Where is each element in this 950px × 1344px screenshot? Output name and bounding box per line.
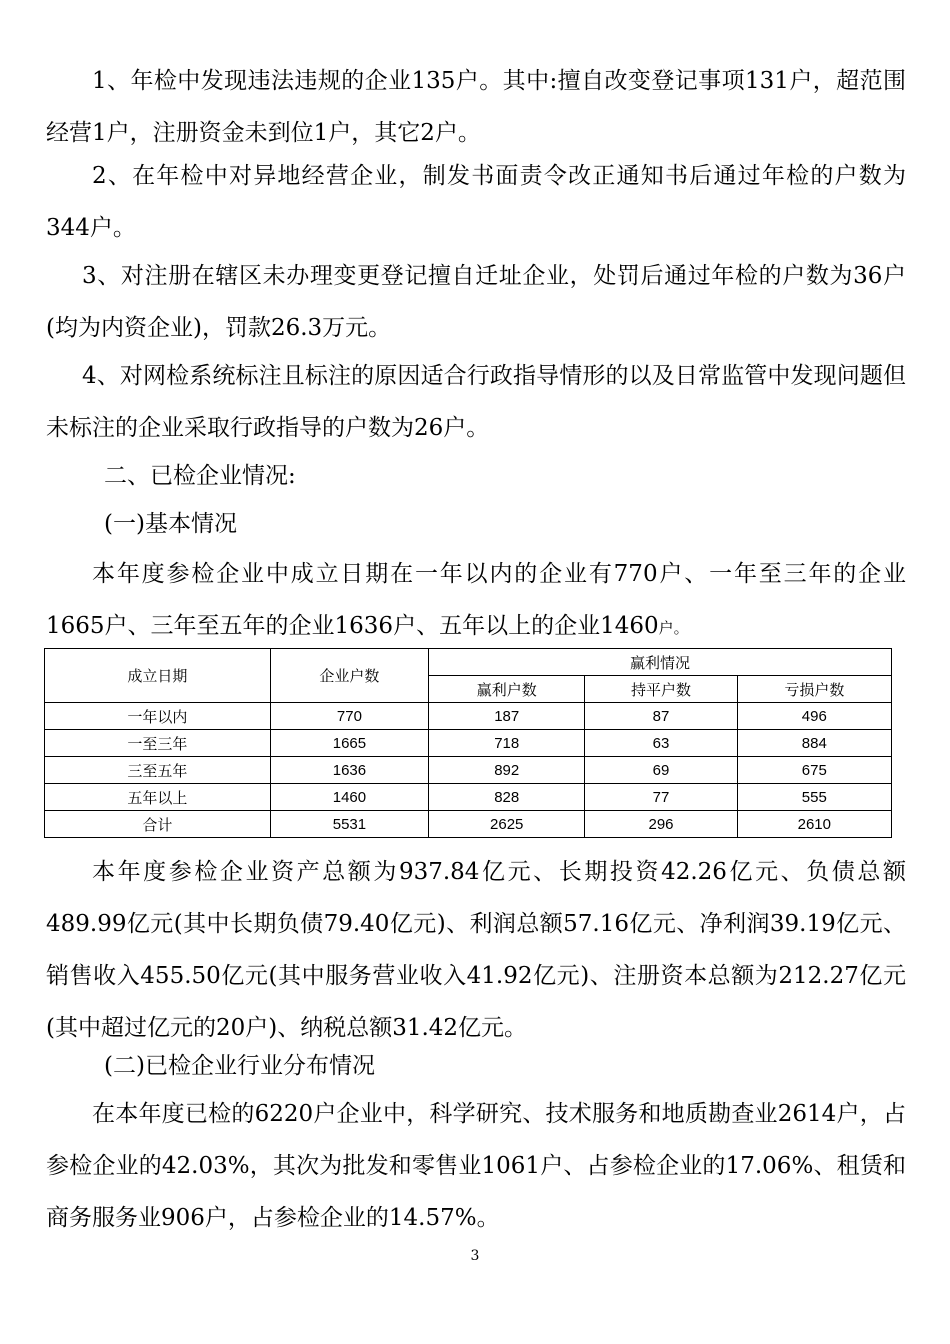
cell-loss: 496 xyxy=(737,703,891,730)
cell-even: 296 xyxy=(585,811,737,838)
cell-profit: 187 xyxy=(429,703,585,730)
cell-period: 合计 xyxy=(45,811,271,838)
cell-profit: 2625 xyxy=(429,811,585,838)
header-profit-group: 赢利情况 xyxy=(429,649,892,676)
subsection-heading-basic: (一)基本情况 xyxy=(104,511,237,537)
page-number: 3 xyxy=(470,1248,480,1264)
cell-count: 1636 xyxy=(270,757,428,784)
cell-count: 5531 xyxy=(270,811,428,838)
paragraph-establishment-main: 本年度参检企业中成立日期在一年以内的企业有770户、一年至三年的企业1665户、三年至五年的企业1636户、五年以上的企业1460 xyxy=(46,561,906,639)
header-profit-count: 赢利户数 xyxy=(429,676,585,703)
cell-period: 三至五年 xyxy=(45,757,271,784)
cell-even: 69 xyxy=(585,757,737,784)
cell-period: 一至三年 xyxy=(45,730,271,757)
cell-loss: 675 xyxy=(737,757,891,784)
cell-even: 77 xyxy=(585,784,737,811)
cell-profit: 828 xyxy=(429,784,585,811)
paragraph-remote-operations: 2、在年检中对异地经营企业，制发书面责令改正通知书后通过年检的户数为344户。 xyxy=(46,163,906,241)
table-total-row xyxy=(45,811,892,838)
paragraph-financials: 本年度参检企业资产总额为937.84亿元、长期投资42.26亿元、负债总额489.99亿元(其中长期负债79.40亿元)、利润总额57.16亿元、净利润39.19亿元、销售收入455.50亿元(其中服务营业收入41.92亿元)、注册资本总额为212.27亿元(其中超过亿元的20户)、纳税总额31.42亿元。 xyxy=(46,859,906,1041)
cell-profit: 892 xyxy=(429,757,585,784)
cell-even: 87 xyxy=(585,703,737,730)
paragraph-administrative-guidance: 4、对网检系统标注且标注的原因适合行政指导情形的以及日常监管中发现问题但未标注的企业采取行政指导的户数为26户。 xyxy=(46,363,906,441)
cell-period: 五年以上 xyxy=(45,784,271,811)
cell-loss: 884 xyxy=(737,730,891,757)
cell-count: 1460 xyxy=(270,784,428,811)
cell-loss: 555 xyxy=(737,784,891,811)
paragraph-establishment-dates xyxy=(46,548,906,654)
table-row xyxy=(45,757,892,784)
table-row xyxy=(45,784,892,811)
paragraph-relocation: 3、对注册在辖区未办理变更登记擅自迁址企业，处罚后通过年检的户数为36户(均为内资企业)，罚款26.3万元。 xyxy=(46,263,906,341)
cell-count: 1665 xyxy=(270,730,428,757)
header-even-count: 持平户数 xyxy=(585,676,737,703)
cell-count: 770 xyxy=(270,703,428,730)
table-header-row xyxy=(45,649,892,676)
header-enterprise-count: 企业户数 xyxy=(270,649,428,703)
paragraph-establishment-tail: 户。 xyxy=(658,619,689,637)
cell-loss: 2610 xyxy=(737,811,891,838)
cell-profit: 718 xyxy=(429,730,585,757)
cell-period: 一年以内 xyxy=(45,703,271,730)
section-heading-inspected: 二、已检企业情况: xyxy=(104,463,296,489)
header-establish-date: 成立日期 xyxy=(45,649,271,703)
paragraph-violations: 1、年检中发现违法违规的企业135户。其中:擅自改变登记事项131户，超范围经营1户，注册资金未到位1户，其它2户。 xyxy=(46,68,906,146)
table-row xyxy=(45,703,892,730)
table-row xyxy=(45,730,892,757)
profit-table xyxy=(44,648,892,838)
header-loss-count: 亏损户数 xyxy=(737,676,891,703)
subsection-heading-industry: (二)已检企业行业分布情况 xyxy=(104,1053,375,1079)
paragraph-industry-distribution: 在本年度已检的6220户企业中，科学研究、技术服务和地质勘查业2614户，占参检企业的42.03%，其次为批发和零售业1061户、占参检企业的17.06%、租赁和商务服务业906户，占参检企业的14.57%。 xyxy=(46,1101,906,1231)
cell-even: 63 xyxy=(585,730,737,757)
